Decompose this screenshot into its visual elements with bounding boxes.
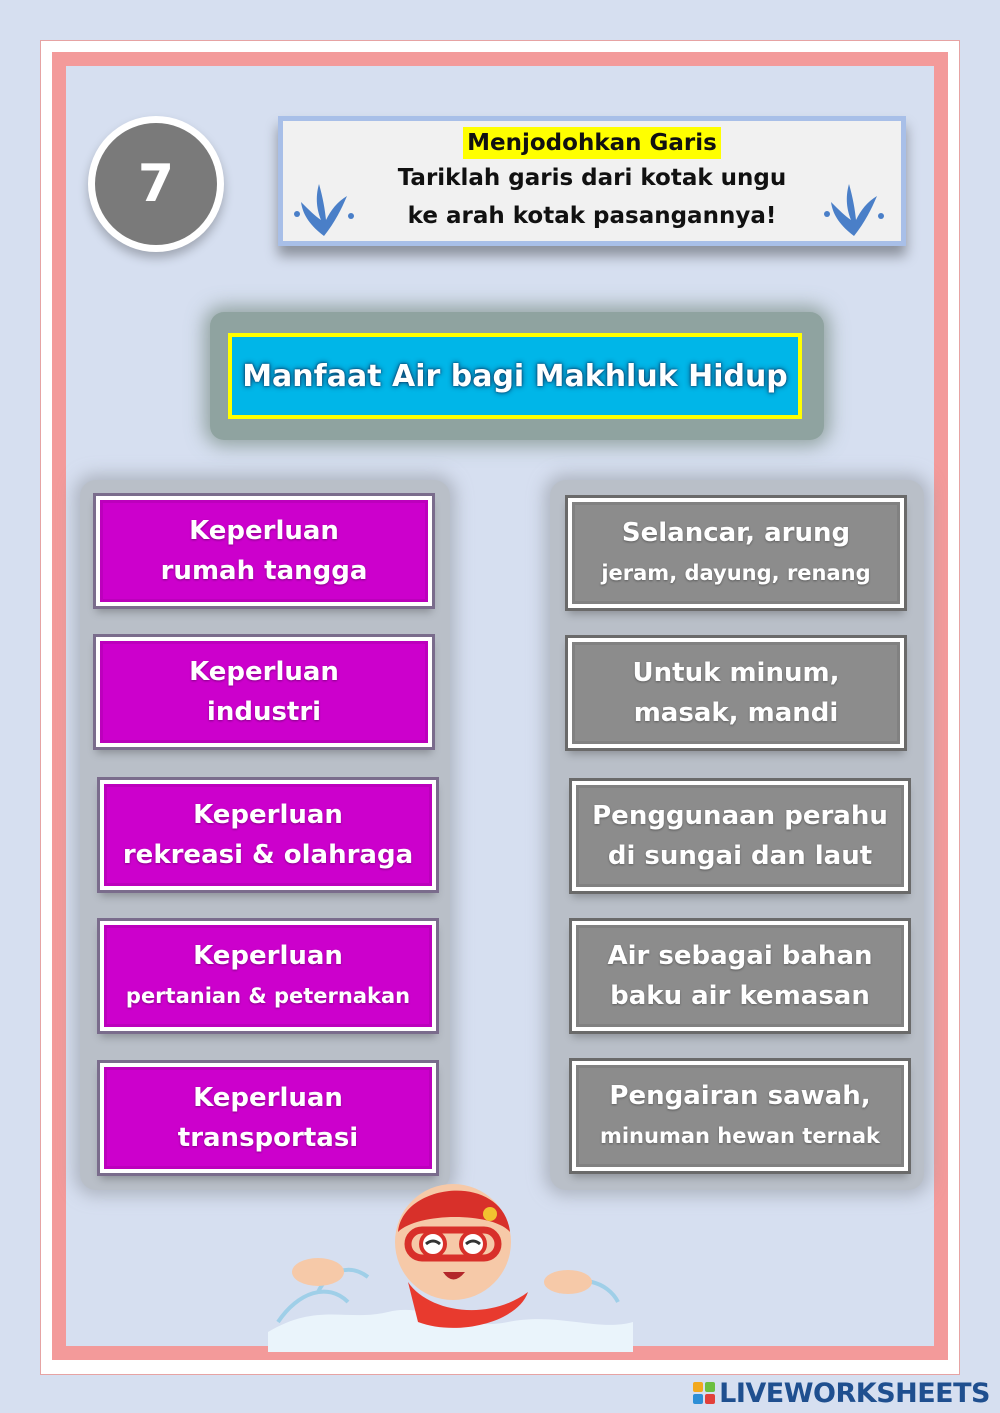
- card-line-2: masak, mandi: [633, 698, 839, 728]
- card-line-2: industri: [206, 697, 322, 727]
- liveworksheets-logo-icon: [693, 1382, 715, 1404]
- card-line-2: jeram, dayung, renang: [601, 561, 871, 585]
- main-title: Manfaat Air bagi Makhluk Hidup: [228, 333, 802, 419]
- instruction-line-1: Tariklah garis dari kotak ungu: [397, 165, 787, 191]
- left-card-pertanian[interactable]: [100, 921, 436, 1031]
- card-line-2: rekreasi & olahraga: [122, 840, 414, 870]
- card-line-1: Selancar, arung: [621, 518, 851, 548]
- left-card-rumah-tangga[interactable]: [96, 496, 432, 606]
- liveworksheets-logo: [693, 1376, 990, 1410]
- card-line-2: rumah tangga: [160, 556, 368, 586]
- water-splash-icon: [291, 176, 357, 242]
- left-card-rekreasi[interactable]: [100, 780, 436, 890]
- card-line-1: Keperluan: [193, 800, 343, 830]
- right-card-pengairan[interactable]: [572, 1061, 908, 1171]
- card-line-2: minuman hewan ternak: [599, 1124, 881, 1148]
- card-line-2: transportasi: [177, 1123, 359, 1153]
- card-line-1: Penggunaan perahu: [592, 801, 888, 831]
- card-line-2: di sungai dan laut: [607, 841, 873, 871]
- card-line-1: Keperluan: [189, 516, 339, 546]
- card-line-1: Air sebagai bahan: [607, 941, 873, 971]
- left-card-transportasi[interactable]: [100, 1063, 436, 1173]
- right-card-selancar[interactable]: [568, 498, 904, 608]
- instruction-box: [278, 116, 906, 246]
- card-line-1: Keperluan: [193, 1083, 343, 1113]
- question-number-badge: [88, 116, 224, 252]
- instruction-title: Menjodohkan Garis: [463, 127, 721, 159]
- right-card-minum[interactable]: [568, 638, 904, 748]
- card-line-1: Pengairan sawah,: [609, 1081, 871, 1111]
- left-card-industri[interactable]: [96, 637, 432, 747]
- swimmer-illustration: [258, 1172, 638, 1352]
- right-card-perahu[interactable]: [572, 781, 908, 891]
- card-line-2: baku air kemasan: [610, 981, 870, 1011]
- instruction-line-2: ke arah kotak pasangannya!: [407, 203, 777, 229]
- question-number: 7: [95, 123, 217, 245]
- card-line-1: Keperluan: [189, 657, 339, 687]
- card-line-2: pertanian & peternakan: [125, 984, 411, 1008]
- card-line-1: Untuk minum,: [632, 658, 840, 688]
- right-card-air-kemasan[interactable]: [572, 921, 908, 1031]
- water-splash-icon: [821, 176, 887, 242]
- liveworksheets-logo-text: LIVEWORKSHEETS: [719, 1377, 990, 1409]
- card-line-1: Keperluan: [193, 941, 343, 971]
